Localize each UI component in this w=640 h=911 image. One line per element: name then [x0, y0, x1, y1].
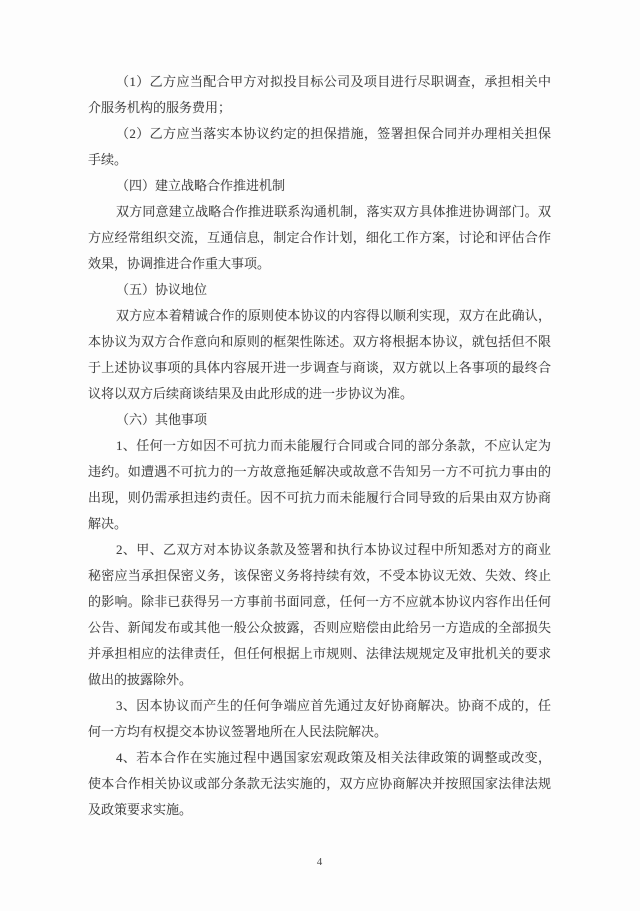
- text-line: 2、甲、乙双方对本协议条款及签署和执行本协议过程中所知悉对方的商业: [116, 542, 551, 557]
- text-line: 效果，协调推进合作重大事项。: [88, 256, 271, 271]
- text-line: 手续。: [88, 152, 128, 167]
- text-line: （1）乙方应当配合甲方对拟投目标公司及项目进行尽职调查，承担相关中: [116, 74, 551, 89]
- paragraph: [88, 745, 551, 823]
- text-line: 公告、新闻发布或其他一般公众披露，否则应赔偿由此给另一方造成的全部损失: [88, 620, 551, 635]
- text-line: 使本合作相关协议或部分条款无法实施的，双方应协商解决并按照国家法律法规: [88, 776, 551, 791]
- text-line: 方应经常组织交流，互通信息，制定合作计划，细化工作方案，讨论和评估合作: [88, 230, 551, 245]
- text-line: 做出的披露除外。: [88, 672, 193, 687]
- paragraph: [88, 693, 551, 745]
- text-line: 秘密应当承担保密义务，该保密义务将持续有效，不受本协议无效、失效、终止: [88, 568, 551, 583]
- paragraph: [88, 433, 551, 537]
- document-body: [88, 69, 551, 823]
- paragraph: [88, 69, 551, 121]
- section-heading: [88, 407, 551, 433]
- text-line: （2）乙方应当落实本协议约定的担保措施，签署担保合同并办理相关担保: [116, 126, 551, 141]
- paragraph: [88, 303, 551, 407]
- text-line: 并承担相应的法律责任，但任何根据上市规则、法律法规规定及审批机关的要求: [88, 646, 551, 661]
- text-line: （四）建立战略合作推进机制: [116, 178, 286, 193]
- text-line: 本协议为双方合作意向和原则的框架性陈述。双方将根据本协议，就包括但不限: [88, 334, 551, 349]
- text-line: 出现，则仍需承担违约责任。因不可抗力而未能履行合同导致的后果由双方协商: [88, 490, 551, 505]
- page-number: 4: [316, 856, 323, 868]
- text-line: 3、因本协议而产生的任何争端应首先通过友好协商解决。协商不成的，任: [116, 698, 551, 713]
- text-line: 介服务机构的服务费用；: [88, 100, 232, 115]
- paragraph: [88, 199, 551, 277]
- text-line: 及政策要求实施。: [88, 802, 193, 817]
- section-heading: [88, 173, 551, 199]
- text-line: 1、任何一方如因不可抗力而未能履行合同或合同的部分条款，不应认定为: [116, 438, 551, 453]
- text-line: 双方应本着精诚合作的原则使本协议的内容得以顺利实现，双方在此确认，: [116, 308, 551, 323]
- paragraph: [88, 121, 551, 173]
- section-heading: [88, 277, 551, 303]
- text-line: 的影响。除非已获得另一方事前书面同意，任何一方不应就本协议内容作出任何: [88, 594, 551, 609]
- text-line: （六）其他事项: [116, 412, 208, 427]
- text-line: 4、若本合作在实施过程中遇国家宏观政策及相关法律政策的调整或改变，: [116, 750, 551, 765]
- text-line: （五）协议地位: [116, 282, 208, 297]
- text-line: 违约。如遭遇不可抗力的一方故意拖延解决或故意不告知另一方不可抗力事由的: [88, 464, 551, 479]
- text-line: 何一方均有权提交本协议签署地所在人民法院解决。: [88, 724, 388, 739]
- text-line: 解决。: [88, 516, 128, 531]
- paragraph: [88, 537, 551, 693]
- text-line: 于上述协议事项的具体内容展开进一步调查与商谈，双方就以上各事项的最终合: [88, 360, 551, 375]
- text-line: 双方同意建立战略合作推进联系沟通机制，落实双方具体推进协调部门。双: [116, 204, 551, 219]
- text-line: 议将以双方后续商谈结果及由此形成的进一步协议为准。: [88, 386, 414, 401]
